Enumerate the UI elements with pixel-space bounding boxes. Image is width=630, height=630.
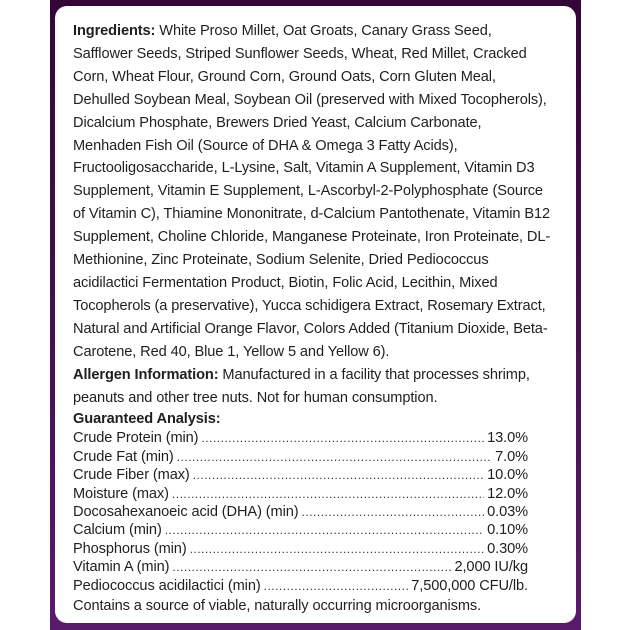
analysis-name: Pediococcus acidilactici (min) <box>73 577 261 594</box>
dot-leader <box>201 429 484 447</box>
analysis-name: Calcium (min) <box>73 522 162 539</box>
analysis-row <box>73 521 528 539</box>
analysis-value: 13.0% <box>487 430 528 447</box>
analysis-name: Crude Fiber (max) <box>73 467 190 484</box>
analysis-value: 0.30% <box>487 540 528 557</box>
dot-leader <box>193 466 484 484</box>
analysis-name: Docosahexanoeic acid (DHA) (min) <box>73 503 299 520</box>
allergen-heading: Allergen Information: <box>73 366 219 383</box>
analysis-value: 0.10% <box>487 522 528 539</box>
analysis-row <box>73 558 528 576</box>
analysis-name: Phosphorus (min) <box>73 540 187 557</box>
analysis-row <box>73 540 528 558</box>
label-content <box>73 20 553 618</box>
guaranteed-analysis-table <box>73 429 553 595</box>
dot-leader <box>165 521 484 539</box>
analysis-row <box>73 448 528 466</box>
dot-leader <box>172 558 451 576</box>
dot-leader <box>172 485 484 503</box>
ingredients-section <box>73 20 553 364</box>
analysis-name: Crude Protein (min) <box>73 430 199 447</box>
ingredients-text: White Proso Millet, Oat Groats, Canary Grass Seed, Safflower Seeds, Striped Sunflower Seeds, Wheat, Red Millet, Cracked Corn, Wheat Flour, Ground Corn, Ground Oats, Corn Gluten Meal, Dehulled Soybean Meal, Soybean Oil (preserved with Mixed Tocopherols), Dicalcium Phosphate, Brewers Dried Yeast, Calcium Carbonate, Menhaden Fish Oil (Source of DHA & Omega 3 Fatty Acids), Fructooligosaccharide, L-Lysine, Salt, Vitamin A Supplement, Vitamin D3 Supplement, Vitamin E Supplement, L-Ascorbyl-2-Polyphosphate (Source of Vitamin C), Thiamine Mononitrate, d-Calcium Pantothenate, Vitamin B12 Supplement, Choline Chloride, Manganese Proteinate, Iron Proteinate, DL-Methionine, Zinc Proteinate, Sodium Selenite, Dried Pediococcus acidilactici Fermentation Product, Biotin, Folic Acid, Lecithin, Mixed Tocopherols (a preservative), Yucca schidigera Extract, Rosemary Extract, Natural and Artificial Orange Flavor, Colors Added (Titanium Dioxide, Beta-Carotene, Red 40, Blue 1, Yellow 5 and Yellow 6). <box>73 23 551 360</box>
analysis-name: Moisture (max) <box>73 485 169 502</box>
guaranteed-analysis-heading: Guaranteed Analysis: <box>73 411 221 428</box>
analysis-name: Crude Fat (min) <box>73 448 174 465</box>
analysis-value: 7.0% <box>495 448 528 465</box>
analysis-value: 12.0% <box>487 485 528 502</box>
label-frame <box>50 0 581 630</box>
analysis-value: 2,000 IU/kg <box>454 559 528 576</box>
dot-leader <box>264 577 409 595</box>
analysis-row <box>73 503 528 521</box>
microorganisms-note: Contains a source of viable, naturally occurring microorganisms. <box>73 597 482 614</box>
analysis-value: 10.0% <box>487 467 528 484</box>
analysis-row <box>73 429 528 447</box>
analysis-value: 7,500,000 CFU/lb. <box>411 577 528 594</box>
dot-leader <box>190 540 485 558</box>
allergen-text: Manufactured in a facility that processes shrimp, peanuts and other tree nuts. Not for human consumption. <box>73 366 530 406</box>
ingredients-heading: Ingredients: <box>73 23 156 39</box>
dot-leader <box>177 448 492 466</box>
analysis-row <box>73 577 528 595</box>
analysis-value: 0.03% <box>487 503 528 520</box>
allergen-section <box>73 364 553 410</box>
label-panel <box>55 6 576 623</box>
analysis-row <box>73 466 528 484</box>
dot-leader <box>302 503 485 521</box>
analysis-row <box>73 485 528 503</box>
analysis-name: Vitamin A (min) <box>73 559 170 576</box>
